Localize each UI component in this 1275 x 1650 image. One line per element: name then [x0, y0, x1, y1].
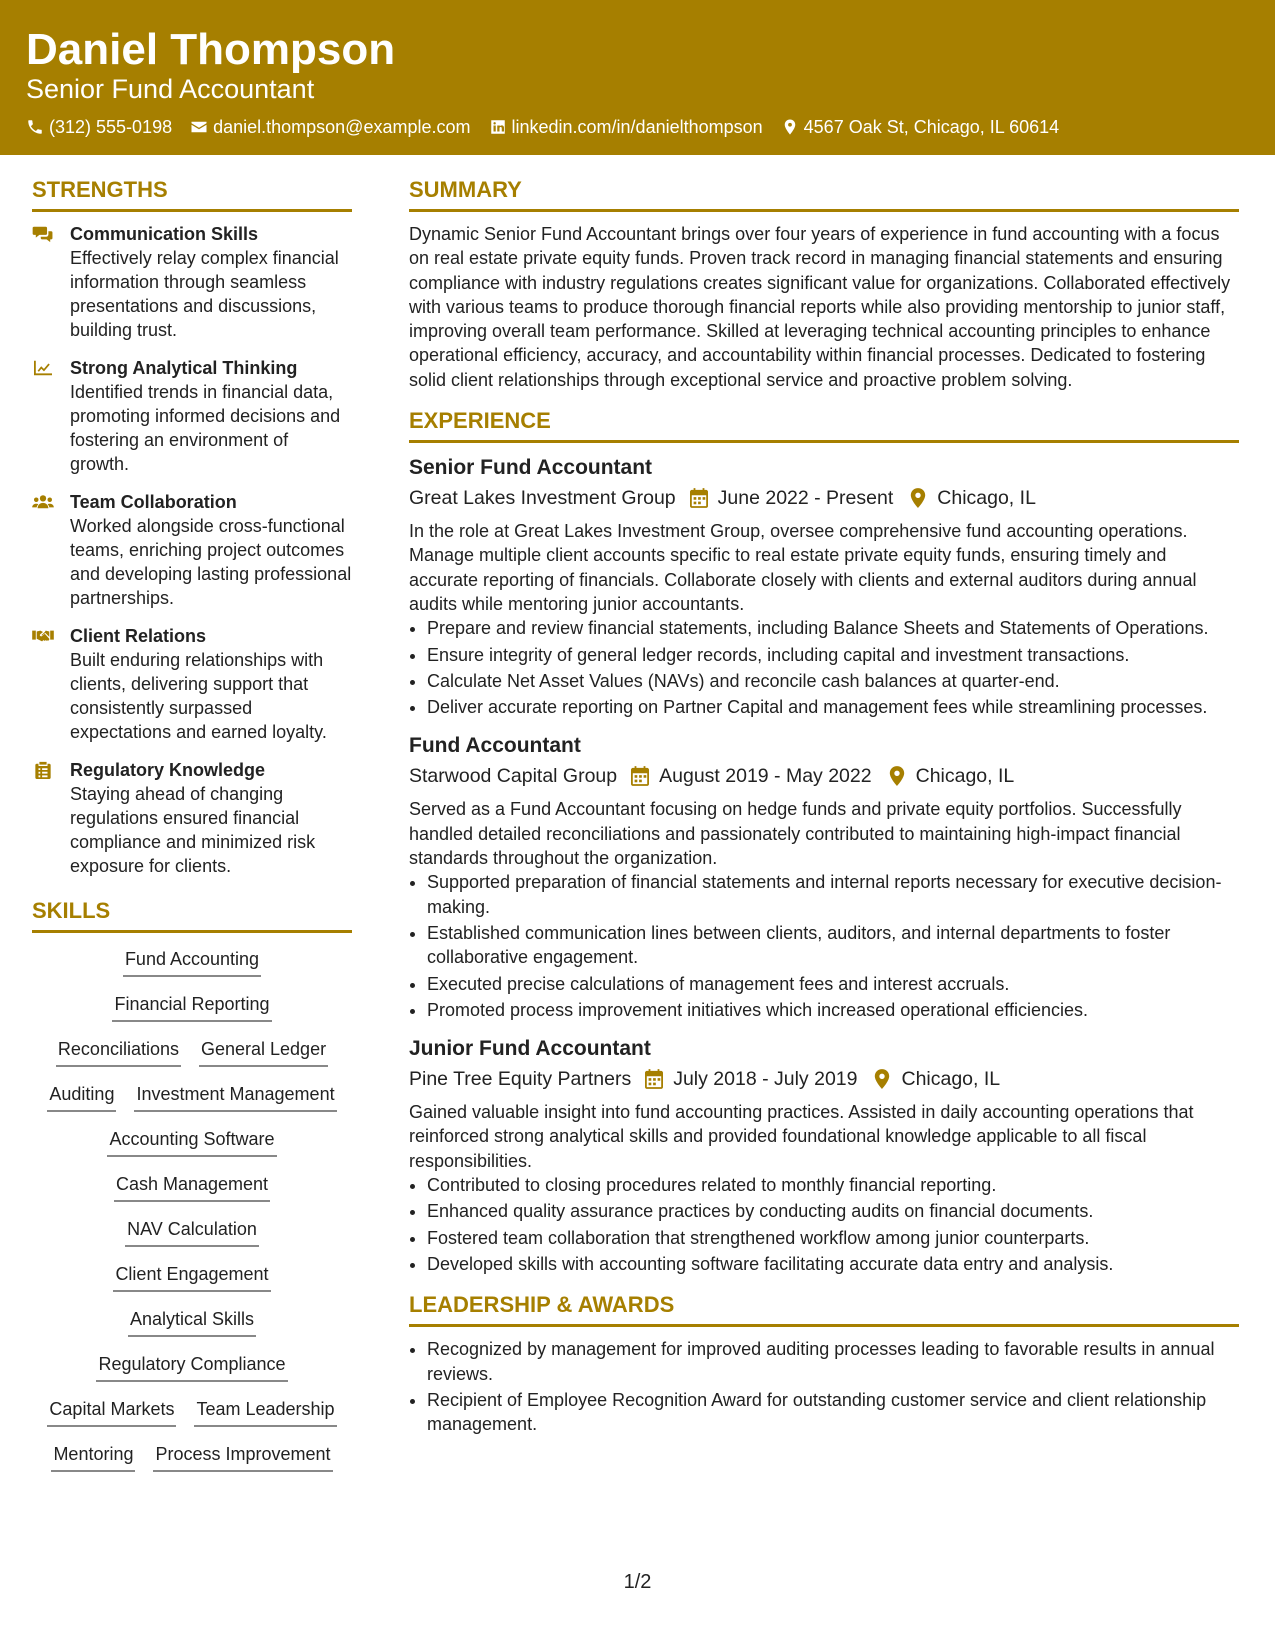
- job-company: Pine Tree Equity Partners: [409, 1068, 632, 1091]
- job-location: Chicago, IL: [901, 1068, 1001, 1091]
- job-meta: [409, 483, 1239, 513]
- phone-icon: [26, 118, 44, 136]
- bullet-item: • Recipient of Employee Recognition Award for outstanding customer service and client relationship management.: [427, 1388, 1239, 1437]
- bullet-item: • Ensure integrity of general ledger records, including capital and investment transactions.: [427, 643, 1239, 667]
- skill-tag: Capital Markets: [47, 1397, 176, 1427]
- calendar-icon: [645, 1069, 663, 1089]
- map-pin-icon: [781, 118, 799, 136]
- contact-email[interactable]: [190, 115, 470, 139]
- job-location: Chicago, IL: [915, 765, 1015, 788]
- job-description: Gained valuable insight into fund accounting practices. Assisted in daily accounting operations that reinforced strong analytical skills and provided foundational knowledge applicable to all fiscal responsibilities.: [409, 1102, 1194, 1171]
- map-pin-icon: [909, 488, 927, 508]
- bullet-item: • Prepare and review financial statements, including Balance Sheets and Statements of Operations.: [427, 616, 1239, 640]
- left-column: [32, 175, 352, 1487]
- summary-text: Dynamic Senior Fund Accountant brings over four years of experience in fund accounting with a focus on real estate private equity funds. Proven track record in managing financial statements and ensuring compliance with industry regulations creates significant value for organizations. Collaborated effectively with various teams to produce thorough financial reports while also providing mentorship to junior staff, improving overall team performance. Skilled at leveraging technical accounting principles to enhance operational efficiency, accuracy, and accountability within financial processes. Dedicated to fostering solid client relationships through exceptional service and proactive problem solving.: [409, 224, 1231, 390]
- strength-item: [32, 624, 352, 744]
- skill-row: [32, 992, 352, 1037]
- strength-item: [32, 490, 352, 610]
- leadership-heading: LEADERSHIP & AWARDS: [409, 1290, 1239, 1327]
- job-company: Starwood Capital Group: [409, 765, 618, 788]
- strength-title: Client Relations: [70, 626, 207, 646]
- experience-heading: EXPERIENCE: [409, 406, 1239, 443]
- strength-item: [32, 222, 352, 342]
- job-dates: July 2018 - July 2019: [673, 1068, 858, 1091]
- job-title: Senior Fund Accountant: [409, 456, 653, 480]
- contact-bar: [26, 115, 1077, 139]
- contact-linkedin[interactable]: [489, 115, 763, 139]
- calendar-icon: [631, 766, 649, 786]
- strength-title: Regulatory Knowledge: [70, 760, 266, 780]
- skill-row: [32, 1397, 352, 1442]
- bullet-item: • Established communication lines between clients, auditors, and internal departments to foster collaborative engagement.: [427, 921, 1239, 970]
- skill-row: [32, 947, 352, 992]
- skill-tag: Regulatory Compliance: [96, 1352, 287, 1382]
- job-bullets: [409, 616, 1239, 719]
- job-description: Served as a Fund Accountant focusing on hedge funds and private equity portfolios. Successfully handled detailed reconciliations and passionately contributed to maintaining high-impact financial standards throughout the organization.: [409, 799, 1182, 869]
- chat-bubbles-icon: [32, 225, 54, 243]
- strength-desc: Built enduring relationships with clients, delivering support that consistently surpassed expectations and earned loyalty.: [70, 650, 327, 742]
- job-dates: June 2022 - Present: [717, 487, 894, 510]
- summary-heading: SUMMARY: [409, 175, 1239, 212]
- skill-tag: Mentoring: [51, 1442, 135, 1472]
- skill-row: [32, 1307, 352, 1352]
- job-entry: [409, 453, 1239, 719]
- bullet-item: • Contributed to closing procedures related to monthly financial reporting.: [427, 1173, 1239, 1197]
- leadership-bullets: [409, 1337, 1239, 1436]
- contact-email-text[interactable]: daniel.thompson@example.com: [213, 117, 471, 137]
- strength-title: Strong Analytical Thinking: [70, 358, 298, 378]
- handshake-icon: [32, 627, 54, 645]
- strength-title: Team Collaboration: [70, 492, 237, 512]
- strength-item: [32, 356, 352, 476]
- strength-desc: Identified trends in financial data, promoting informed decisions and fostering an environment of growth.: [70, 382, 341, 474]
- contact-address: [781, 115, 1060, 139]
- map-pin-icon: [888, 766, 906, 786]
- candidate-name: Daniel Thompson: [26, 25, 396, 74]
- skill-row: [32, 1082, 352, 1127]
- right-column: [409, 175, 1239, 1438]
- job-location: Chicago, IL: [937, 487, 1036, 510]
- skills-section: [32, 896, 352, 1487]
- skill-row: [32, 1442, 352, 1487]
- job-company: Great Lakes Investment Group: [409, 487, 676, 510]
- job-meta: [409, 1064, 1239, 1094]
- contact-phone-text: (312) 555-0198: [49, 117, 173, 137]
- bullet-item: • Executed precise calculations of management fees and interest accruals.: [427, 972, 1239, 996]
- contact-linkedin-text[interactable]: linkedin.com/in/danielthompson: [511, 117, 763, 137]
- skill-tag: Fund Accounting: [123, 947, 261, 977]
- job-entry: [409, 731, 1239, 1022]
- job-title: Fund Accountant: [409, 734, 581, 758]
- strengths-heading: STRENGTHS: [32, 175, 352, 212]
- skill-tag: Auditing: [47, 1082, 116, 1112]
- linkedin-icon: [489, 118, 507, 136]
- bullet-item: • Promoted process improvement initiatives which increased operational efficiencies.: [427, 998, 1239, 1022]
- job-meta: [409, 761, 1239, 791]
- page-number: 1/2: [623, 1571, 652, 1593]
- strength-desc: Worked alongside cross-functional teams, enriching project outcomes and developing lasting professional partnerships.: [70, 516, 352, 608]
- strength-desc: Effectively relay complex financial information through seamless presentations and discussions, building trust.: [70, 248, 339, 340]
- bullet-item: • Calculate Net Asset Values (NAVs) and reconcile cash balances at quarter-end.: [427, 669, 1239, 693]
- skill-tag: Cash Management: [114, 1172, 270, 1202]
- bullet-item: • Developed skills with accounting software facilitating accurate data entry and analysis.: [427, 1252, 1239, 1276]
- job-bullets: [409, 870, 1239, 1022]
- skill-row: [32, 1262, 352, 1307]
- strength-title: Communication Skills: [70, 224, 259, 244]
- skill-tag: General Ledger: [199, 1037, 328, 1067]
- job-title: Junior Fund Accountant: [409, 1037, 651, 1061]
- envelope-icon: [190, 118, 208, 136]
- skill-tag: Team Leadership: [194, 1397, 336, 1427]
- skill-tag: Analytical Skills: [128, 1307, 256, 1337]
- bullet-item: • Fostered team collaboration that strengthened workflow among junior counterparts.: [427, 1226, 1239, 1250]
- job-bullets: [409, 1173, 1239, 1276]
- skill-row: [32, 1172, 352, 1217]
- contact-phone: [26, 115, 172, 139]
- skill-tag: Accounting Software: [107, 1127, 276, 1157]
- bullet-item: • Enhanced quality assurance practices by conducting audits on financial documents.: [427, 1199, 1239, 1223]
- strength-desc: Staying ahead of changing regulations ensured financial compliance and minimized risk exposure for clients.: [70, 784, 316, 876]
- job-dates: August 2019 - May 2022: [659, 765, 872, 788]
- line-chart-icon: [32, 359, 54, 377]
- skill-tag: Client Engagement: [113, 1262, 270, 1292]
- map-pin-icon: [873, 1069, 891, 1089]
- users-icon: [32, 493, 54, 511]
- skill-row: [32, 1037, 352, 1082]
- clipboard-icon: [32, 761, 54, 779]
- job-description: In the role at Great Lakes Investment Group, oversee comprehensive fund accounting operations. Manage multiple client accounts specific to real estate private equity funds, ensuring timely and accurate reporting of financials. Collaborate closely with clients and external auditors during annual audits while mentoring junior accountants.: [409, 521, 1197, 614]
- skill-tag: Process Improvement: [153, 1442, 332, 1472]
- job-entry: [409, 1034, 1239, 1276]
- skills-heading: SKILLS: [32, 896, 352, 933]
- contact-address-text: 4567 Oak St, Chicago, IL 60614: [803, 117, 1060, 137]
- skill-tag: NAV Calculation: [125, 1217, 259, 1247]
- strength-item: [32, 758, 352, 878]
- skill-tag: Financial Reporting: [112, 992, 271, 1022]
- skill-row: [32, 1127, 352, 1172]
- skill-row: [32, 1217, 352, 1262]
- skill-tag: Reconciliations: [56, 1037, 181, 1067]
- bullet-item: • Recognized by management for improved auditing processes leading to favorable results in annual reviews.: [427, 1337, 1239, 1386]
- skill-row: [32, 1352, 352, 1397]
- bullet-item: • Deliver accurate reporting on Partner Capital and management fees while streamlining processes.: [427, 695, 1239, 719]
- calendar-icon: [690, 488, 708, 508]
- resume-header: [0, 0, 1275, 155]
- candidate-role: Senior Fund Accountant: [26, 74, 315, 104]
- bullet-item: • Supported preparation of financial statements and internal reports necessary for executive decision-making.: [427, 870, 1239, 919]
- skill-tag: Investment Management: [134, 1082, 336, 1112]
